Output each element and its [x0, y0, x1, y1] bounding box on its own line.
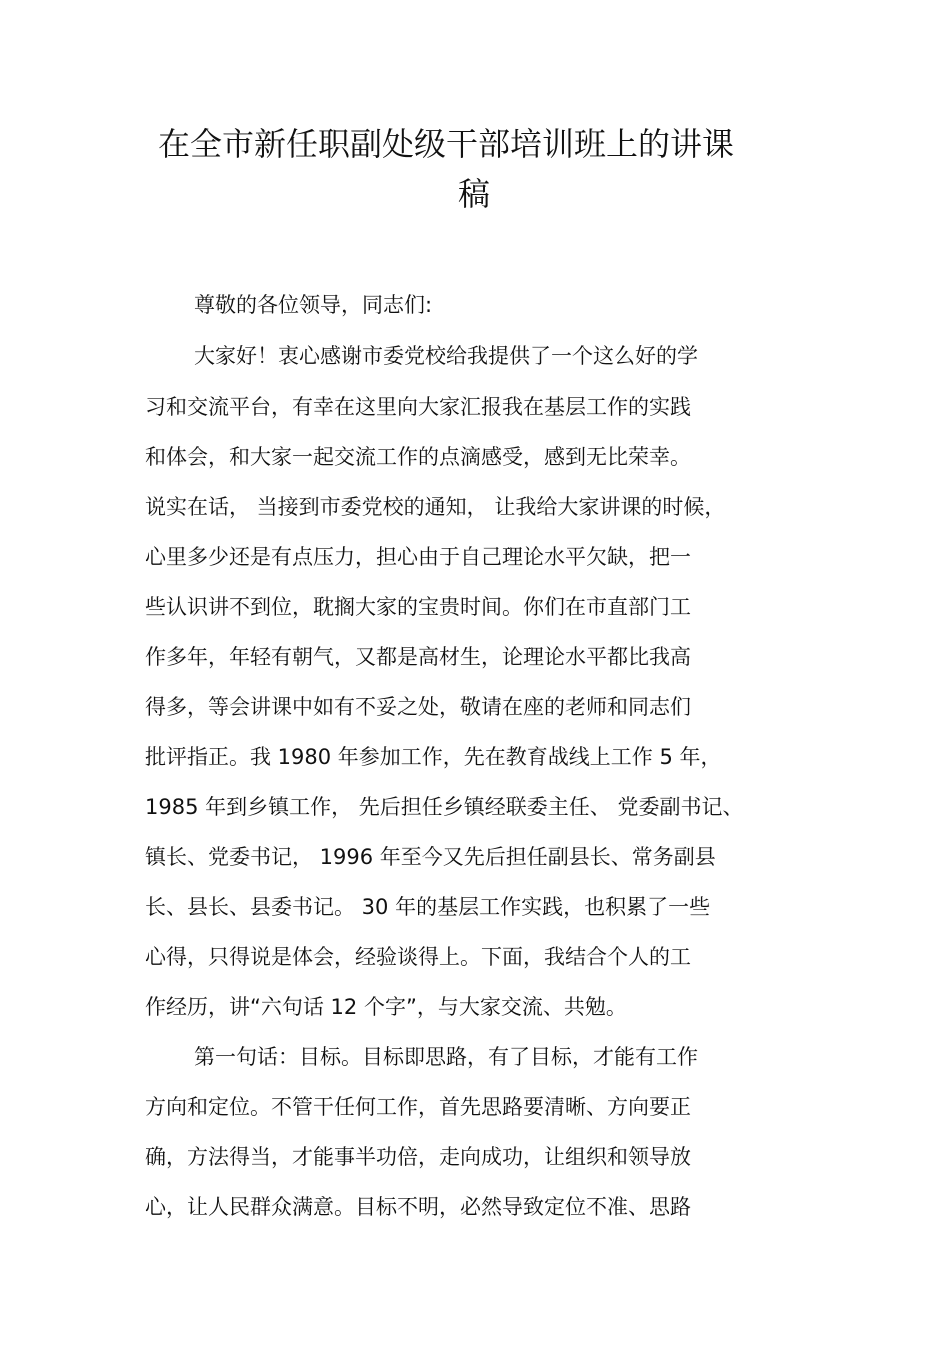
paragraph-line: 长、县长、县委书记。 30 年的基层工作实践，也积累了一些	[145, 895, 711, 919]
paragraph-line: 1985 年到乡镇工作， 先后担任乡镇经联委主任、 党委副书记、	[145, 795, 744, 819]
salutation: 尊敬的各位领导，同志们:	[194, 293, 433, 317]
paragraph-line: 习和交流平台，有幸在这里向大家汇报我在基层工作的实践	[145, 395, 691, 419]
paragraph-line: 些认识讲不到位，耽搁大家的宝贵时间。你们在市直部门工	[145, 595, 691, 619]
paragraph-line: 批评指正。我 1980 年参加工作，先在教育战线上工作 5 年，	[145, 745, 722, 769]
paragraph-line: 心，让人民群众满意。目标不明，必然导致定位不准、思路	[145, 1195, 691, 1219]
paragraph-line: 作多年，年轻有朝气，又都是高材生，论理论水平都比我高	[145, 645, 691, 669]
paragraph-line: 第一句话：目标。目标即思路，有了目标，才能有工作	[194, 1045, 698, 1069]
paragraph-line: 得多，等会讲课中如有不妥之处，敬请在座的老师和同志们	[145, 695, 691, 719]
paragraph-line: 心得，只得说是体会，经验谈得上。下面，我结合个人的工	[145, 945, 691, 969]
paragraph-line: 方向和定位。不管干任何工作，首先思路要清晰、方向要正	[145, 1095, 691, 1119]
paragraph-line: 镇长、党委书记， 1996 年至今又先后担任副县长、常务副县	[145, 845, 716, 869]
paragraph-line: 作经历，讲“六句话 12 个字”，与大家交流、共勉。	[145, 995, 627, 1019]
paragraph-line: 确，方法得当，才能事半功倍，走向成功，让组织和领导放	[145, 1145, 691, 1169]
paragraph-line: 说实在话， 当接到市委党校的通知， 让我给大家讲课的时候，	[145, 495, 726, 519]
paragraph-line: 心里多少还是有点压力，担心由于自己理论水平欠缺，把一	[145, 545, 691, 569]
paragraph-line: 大家好！衷心感谢市委党校给我提供了一个这么好的学	[194, 344, 698, 368]
paragraph-line: 和体会，和大家一起交流工作的点滴感受，感到无比荣幸。	[145, 445, 691, 469]
document-title-line-1: 在全市新任职副处级干部培训班上的讲课	[158, 125, 735, 163]
document-title-line-2: 稿	[458, 175, 491, 213]
